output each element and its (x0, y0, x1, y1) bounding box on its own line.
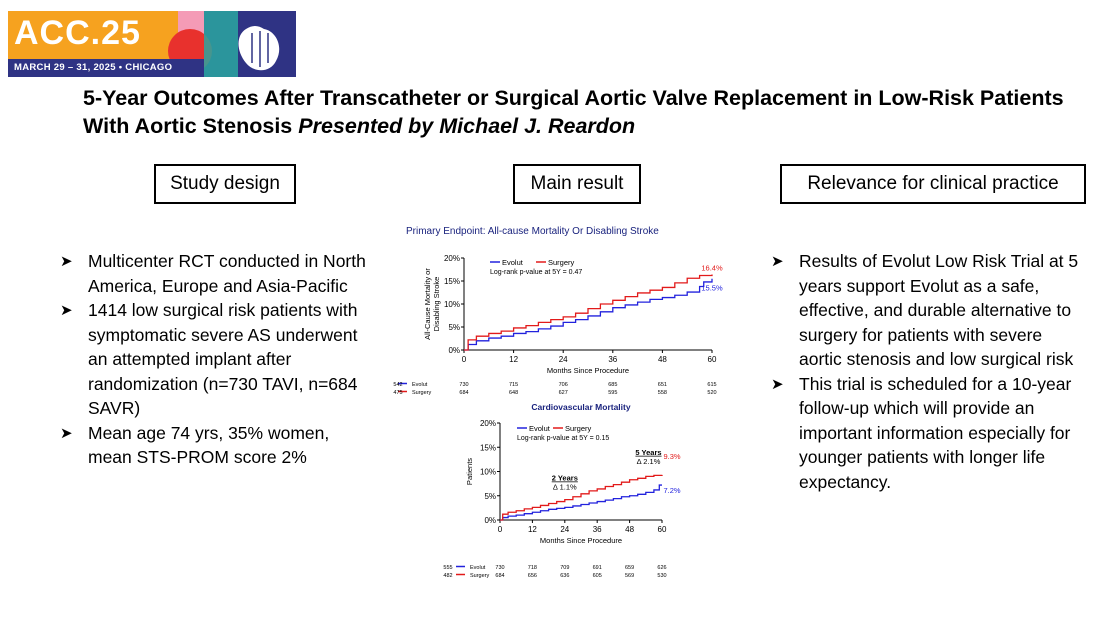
arrow-bullet-icon: ➤ (771, 374, 784, 393)
at-risk-value: 659 (625, 565, 635, 571)
series-end-label: 9.3% (663, 451, 681, 461)
cv-mortality-chart (443, 398, 698, 583)
page-title (83, 84, 1083, 140)
x-tick-label: 0 (461, 355, 467, 364)
delta-annotation-value: Δ 1.1% (552, 482, 577, 492)
banner-teal-block (204, 11, 238, 77)
conference-logo: ACC.25 (14, 14, 141, 52)
primary-endpoint-chart (393, 220, 738, 400)
x-axis-label: Months Since Procedure (539, 536, 623, 545)
x-tick-label: 60 (657, 525, 667, 534)
legend-entry: Evolut (529, 424, 550, 433)
arrow-bullet-icon: ➤ (60, 423, 73, 442)
x-tick-label: 24 (558, 355, 568, 364)
at-risk-value: 615 (707, 382, 717, 388)
chart-title: Primary Endpoint: All-cause Mortality Or Disabling Stroke (406, 226, 659, 237)
x-tick-label: 24 (560, 525, 570, 534)
at-risk-value: 706 (558, 382, 568, 388)
bullet-text: This trial is scheduled for a 10-year follow-up which will provide an important information especially for younger patients with longer life expectancy. (799, 373, 1072, 492)
y-tick-label: 15% (443, 277, 460, 286)
at-risk-row-label: Evolut (412, 382, 428, 388)
list-item (771, 249, 1086, 372)
y-tick-label: 5% (448, 323, 460, 332)
bullet-text: Results of Evolut Low Risk Trial at 5 years support Evolut as a safe, effective, and durable alternative to surgery for patients with severe aortic stenosis and low surgical risk (799, 251, 1079, 369)
list-item (60, 249, 375, 298)
at-risk-value: 520 (707, 390, 717, 396)
bullet-text: Multicenter RCT conducted in North America, Europe and Asia-Pacific (88, 251, 366, 296)
at-risk-value: 648 (509, 390, 519, 396)
y-tick-label: 0% (448, 346, 460, 355)
at-risk-value: 627 (558, 390, 568, 396)
at-risk-row-label: Surgery (470, 573, 490, 579)
at-risk-value: 555 (443, 565, 453, 571)
arrow-bullet-icon: ➤ (771, 252, 784, 270)
x-tick-label: 36 (592, 525, 602, 534)
legend-entry: Evolut (502, 258, 523, 267)
list-item (771, 372, 1086, 495)
at-risk-value: 475 (393, 390, 403, 396)
legend-entry: Surgery (548, 258, 575, 267)
x-tick-label: 48 (625, 525, 635, 534)
list-item (60, 298, 375, 421)
legend-entry: Surgery (565, 424, 592, 433)
chart-title: Cardiovascular Mortality (531, 402, 631, 412)
at-risk-row-label: Surgery (412, 390, 432, 396)
y-tick-label: 20% (479, 419, 496, 428)
at-risk-value: 709 (560, 565, 570, 571)
series-end-label: 7.2% (663, 486, 681, 496)
relevance-list (771, 249, 1086, 494)
at-risk-value: 569 (625, 573, 635, 579)
study-design-list (60, 249, 375, 470)
at-risk-value: 530 (657, 573, 667, 579)
list-item (60, 421, 375, 470)
delta-annotation-value: Δ 2.1% (636, 456, 661, 466)
x-tick-label: 12 (527, 525, 537, 534)
at-risk-value: 730 (495, 565, 505, 571)
y-tick-label: 5% (484, 491, 496, 501)
at-risk-value: 595 (608, 390, 618, 396)
pvalue-annotation: Log-rank p-value at 5Y = 0.15 (517, 435, 610, 442)
x-tick-label: 48 (657, 355, 667, 364)
conference-banner (8, 11, 296, 77)
pvalue-annotation: Log-rank p-value at 5Y = 0.47 (490, 269, 583, 276)
series-line-evolut (500, 485, 662, 520)
arrow-bullet-icon: ➤ (60, 301, 73, 319)
section-header-relevance: Relevance for clinical practice (780, 164, 1086, 204)
at-risk-value: 651 (657, 382, 667, 388)
at-risk-row-label: Evolut (470, 565, 486, 571)
x-tick-label: 0 (497, 525, 503, 534)
at-risk-value: 542 (393, 382, 403, 388)
y-tick-label: 0% (484, 516, 496, 525)
series-end-label: 16.4% (701, 263, 723, 273)
conference-dates: MARCH 29 – 31, 2025 • CHICAGO (8, 59, 204, 77)
at-risk-value: 715 (509, 382, 519, 388)
y-axis-label: Patients (465, 457, 474, 486)
y-tick-label: 20% (443, 254, 460, 263)
at-risk-value: 656 (527, 573, 537, 579)
x-tick-label: 12 (509, 355, 519, 364)
bullet-text: 1414 low surgical risk patients with symptomatic severe AS underwent an attempted implant after randomization (n=730 TAVI, n=684 SAVR) (88, 300, 358, 418)
at-risk-value: 685 (608, 382, 618, 388)
at-risk-value: 691 (592, 565, 602, 571)
at-risk-value: 626 (657, 565, 667, 571)
title-main: 5-Year Outcomes After Transcatheter or Surgical Aortic Valve Replacement in Low-Risk Patients With Aortic Stenosis (83, 86, 1064, 138)
title-presenter: Presented by Michael J. Reardon (298, 114, 636, 138)
series-line-evolut (464, 279, 712, 350)
series-end-label: 15.5% (701, 283, 723, 293)
x-tick-label: 36 (608, 355, 618, 364)
y-axis-label-line: All-Cause Mortality or (423, 268, 432, 340)
bullet-text: Mean age 74 yrs, 35% women, mean STS-PROM score 2% (88, 422, 330, 467)
y-axis-label-line: Disabling Stroke (432, 276, 441, 332)
at-risk-value: 730 (459, 382, 469, 388)
at-risk-value: 482 (443, 573, 453, 579)
at-risk-value: 558 (657, 390, 667, 396)
arrow-bullet-icon: ➤ (60, 252, 73, 270)
x-tick-label: 60 (707, 355, 717, 364)
at-risk-value: 684 (459, 390, 469, 396)
y-tick-label: 10% (443, 300, 460, 309)
section-header-main-result: Main result (513, 164, 641, 204)
y-axis-label (423, 268, 441, 340)
x-axis-label: Months Since Procedure (546, 366, 630, 375)
section-header-study-design: Study design (154, 164, 296, 204)
at-risk-value: 605 (592, 573, 602, 579)
y-tick-label: 15% (479, 443, 496, 453)
at-risk-value: 684 (495, 573, 505, 579)
delta-annotation-label: 2 Years (551, 473, 578, 483)
delta-annotation-label: 5 Years (635, 447, 662, 457)
at-risk-value: 636 (560, 573, 570, 579)
at-risk-value: 718 (527, 565, 537, 571)
y-tick-label: 10% (479, 467, 496, 477)
